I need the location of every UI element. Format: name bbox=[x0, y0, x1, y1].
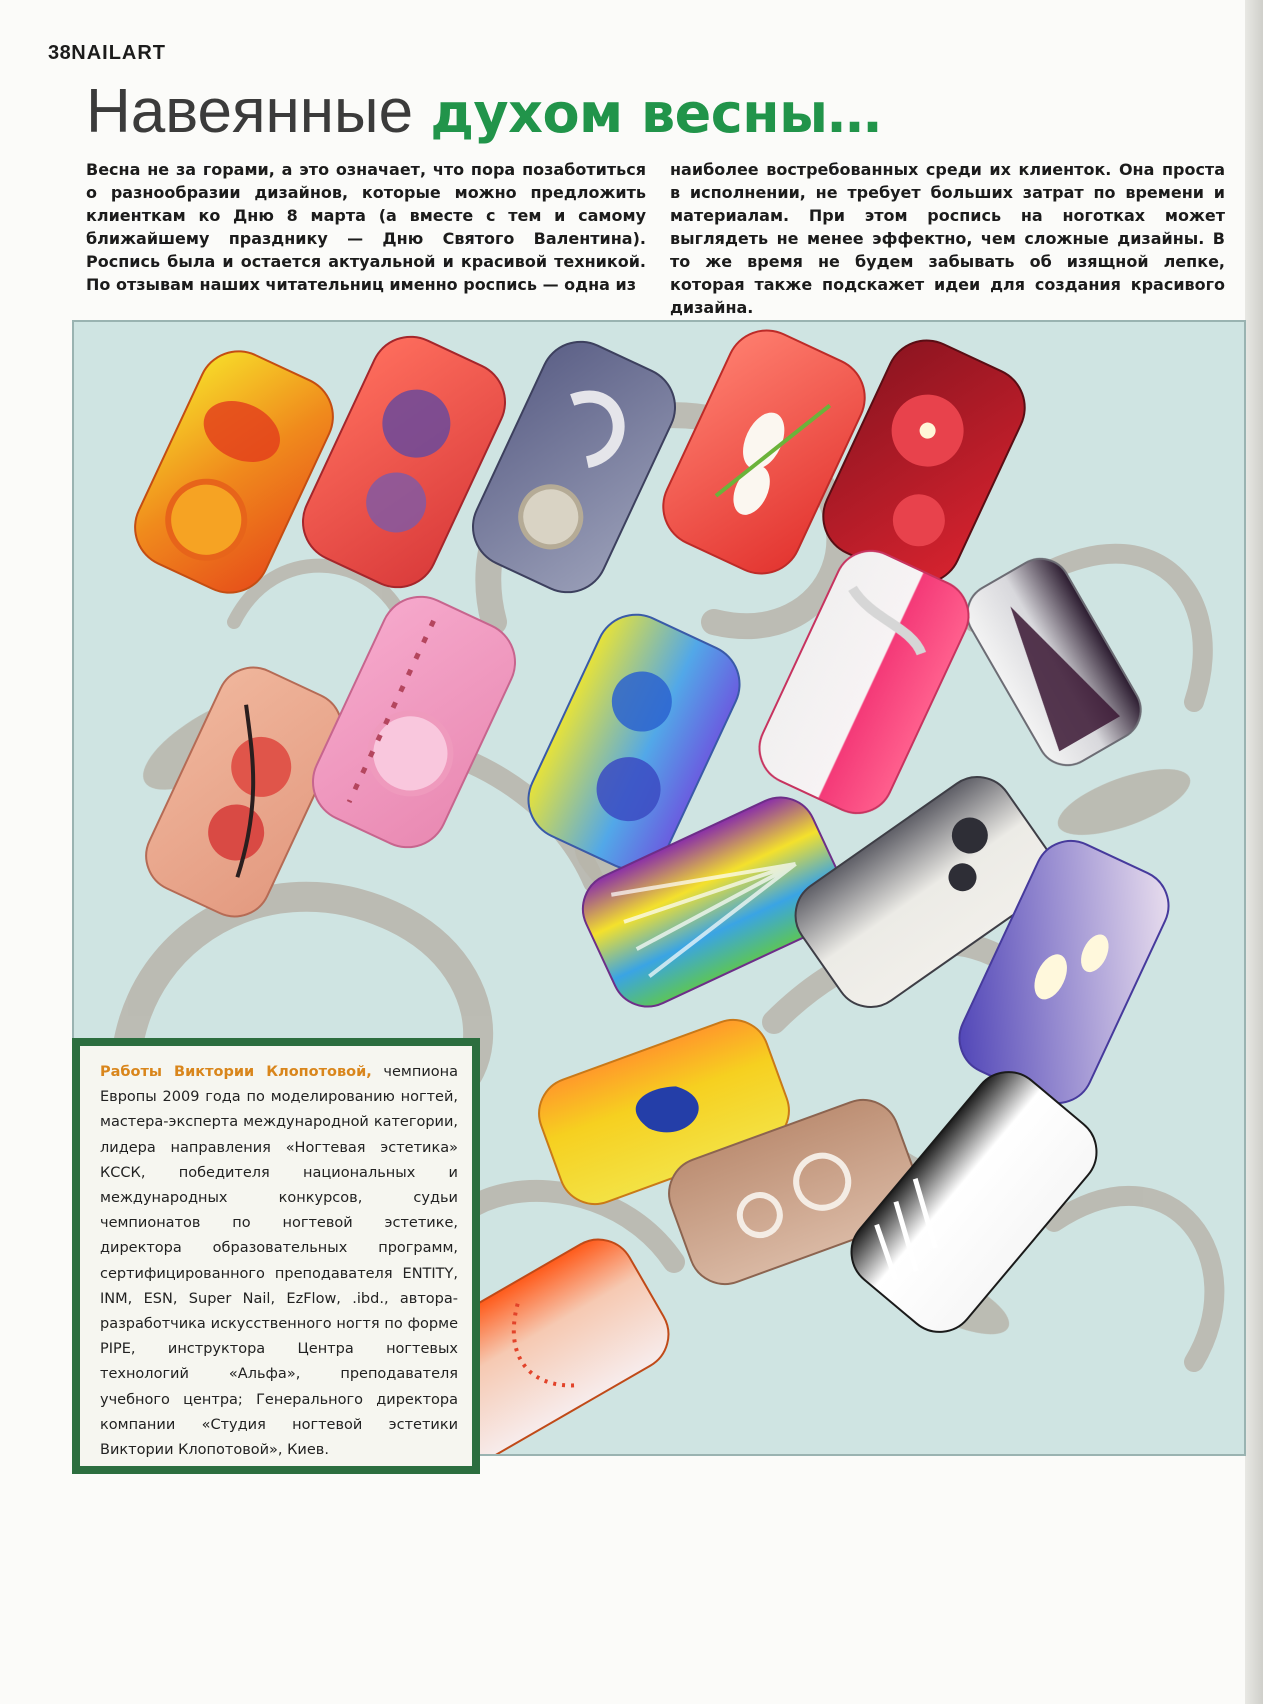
page-number: 38 bbox=[48, 42, 72, 64]
title-main: Навеянные bbox=[86, 77, 431, 146]
nail-white-pink-glitter bbox=[748, 539, 981, 825]
page-edge bbox=[1245, 0, 1263, 1704]
title-accent: духом весны… bbox=[430, 82, 881, 145]
page-header bbox=[48, 42, 166, 65]
author-bio-text bbox=[80, 1046, 472, 1466]
author-bio-box bbox=[72, 1038, 480, 1474]
intro-column-left: Весна не за горами, а это означает, что пора позаботиться о разнообразии дизайнов, которые можно предложить клиенткам ко Дню 8 марта (а вместе с тем и самому ближайшему празднику — Дню Святого Валентина). Роспись была и остается актуальной и красивой техникой. По отзывам наших читательниц именно роспись — одна из bbox=[86, 160, 646, 294]
magazine-name: NAILART bbox=[71, 42, 167, 64]
author-name: Работы Виктории Клопотовой, bbox=[100, 1064, 372, 1080]
nail-white-black-tip bbox=[956, 548, 1151, 776]
article-title bbox=[86, 78, 881, 146]
intro-column-right: наиболее востребованных среди их клиенток. Она проста в исполнении, не требует больших затрат по времени и материалам. При этом роспись на ноготках может выглядеть не менее эффектно, чем сложные дизайны. В то же время не будем забывать об изящной лепке, которая также подскажет идеи для создания красивого дизайна. bbox=[670, 160, 1225, 317]
author-description: чемпиона Европы 2009 года по моделированию ногтей, мастера-эксперта международной категории, лидера направления «Ногтевая эстетика» КССК, победителя национальных и международных конкурсов, судьи чемпионатов по ногтевой эстетике, директора образовательных программ, сертифицированного преподавателя ENTITY, INM, ESN, Super Nail, EzFlow, .ibd., автора-разработчика искусственного ногтя по форме PIPE, инструктора Центра ногтевых технологий «Альфа», преподавателя учебного центра; Генерального директора компании «Студия ногтевой эстетики Виктории Клопотовой», Киев. bbox=[100, 1064, 458, 1459]
